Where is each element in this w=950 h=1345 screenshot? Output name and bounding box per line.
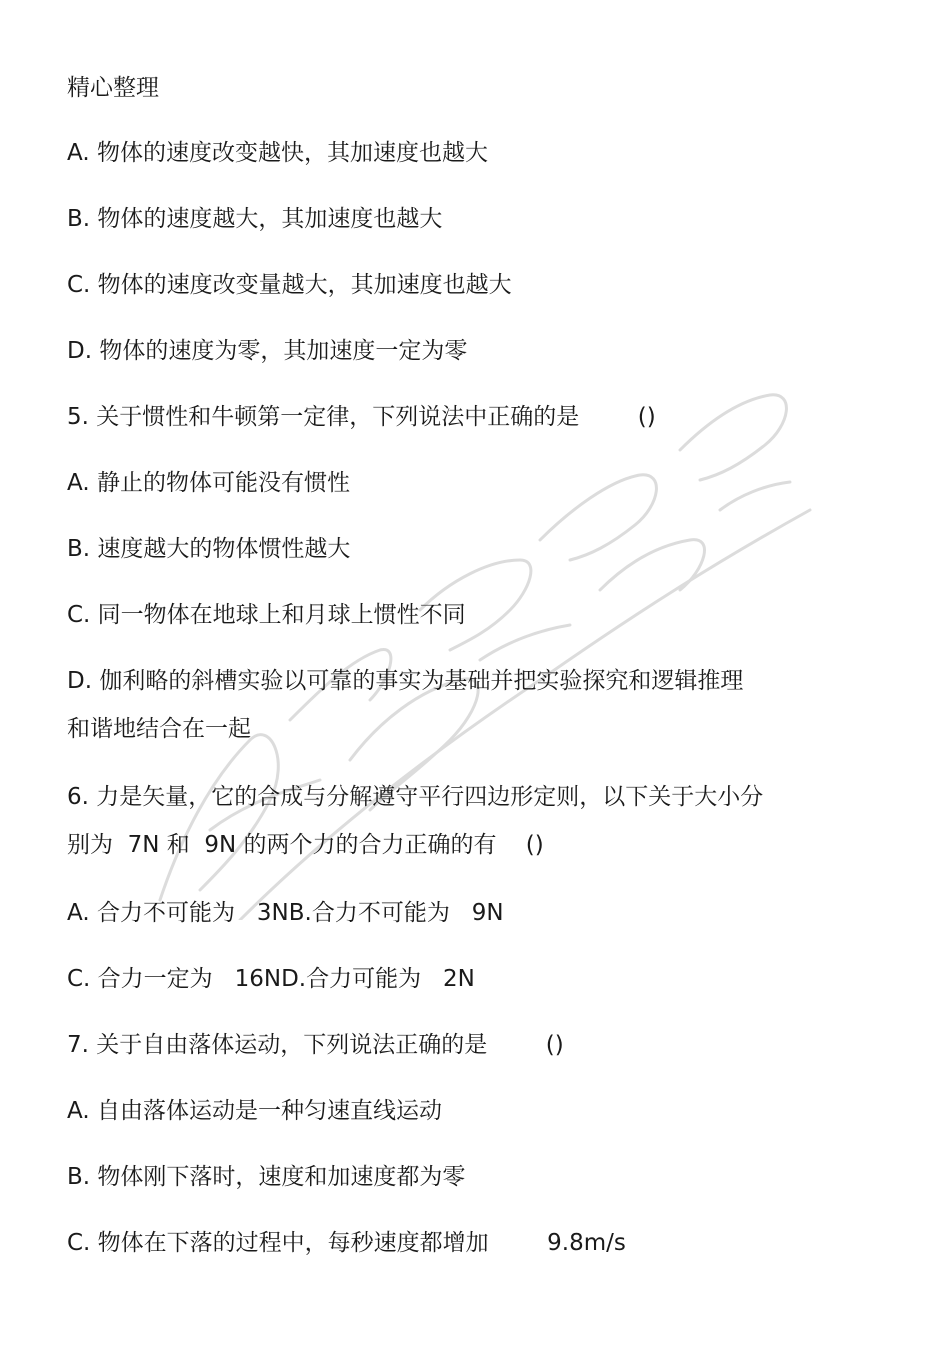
- question-text: 5. 关于惯性和牛顿第一定律，下列说法中正确的是 (): [67, 404, 656, 430]
- option-text: B. 物体的速度越大，其加速度也越大: [67, 206, 443, 232]
- option-text: D. 伽利略的斜槽实验以可靠的事实为基础并把实验探究和逻辑推理: [67, 668, 744, 694]
- question-text-continued: 别为 7N 和 9N 的两个力的合力正确的有 (): [67, 832, 544, 858]
- option-text: B. 速度越大的物体惯性越大: [67, 536, 351, 562]
- option-text: B. 物体刚下落时，速度和加速度都为零: [67, 1164, 466, 1190]
- option-text: C. 物体在下落的过程中，每秒速度都增加 9.8m/s: [67, 1230, 626, 1256]
- option-text-continued: 和谐地结合在一起: [67, 716, 251, 742]
- option-text: D. 物体的速度为零，其加速度一定为零: [67, 338, 468, 364]
- question-text: 7. 关于自由落体运动，下列说法正确的是 (): [67, 1032, 564, 1058]
- option-text: A. 自由落体运动是一种匀速直线运动: [67, 1098, 442, 1124]
- option-text: C. 合力一定为 16ND.合力可能为 2N: [67, 966, 475, 992]
- option-text: C. 物体的速度改变量越大，其加速度也越大: [67, 272, 512, 298]
- page-header: 精心整理: [67, 75, 159, 101]
- option-text: C. 同一物体在地球上和月球上惯性不同: [67, 602, 466, 628]
- option-text: A. 合力不可能为 3NB.合力不可能为 9N: [67, 900, 504, 926]
- option-text: A. 物体的速度改变越快，其加速度也越大: [67, 140, 488, 166]
- question-text: 6. 力是矢量，它的合成与分解遵守平行四边形定则，以下关于大小分: [67, 784, 764, 810]
- option-text: A. 静止的物体可能没有惯性: [67, 470, 350, 496]
